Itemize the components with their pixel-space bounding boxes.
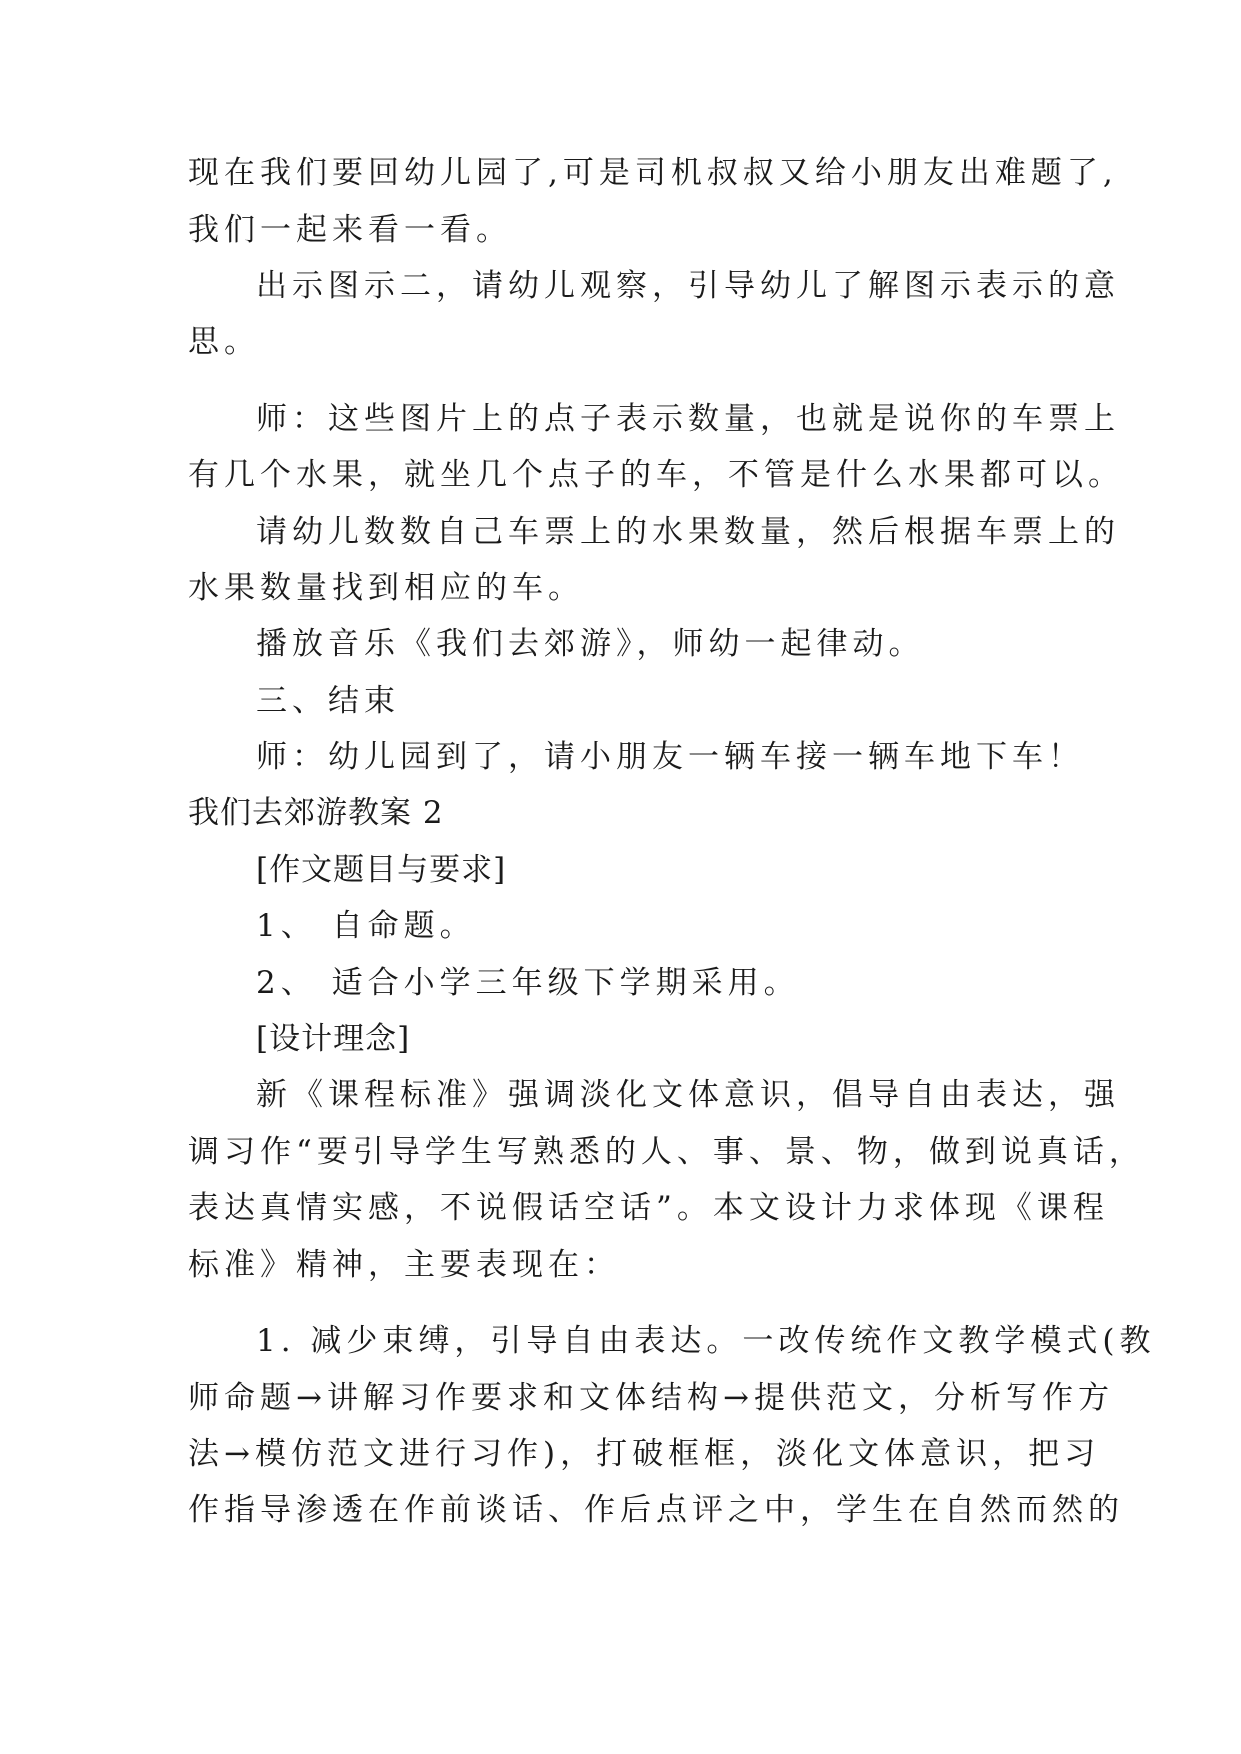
section-heading: 三、结束 xyxy=(256,683,400,719)
paragraph-line: 法→模仿范文进行习作)，打破框框，淡化文体意识，把习 xyxy=(188,1436,1101,1472)
paragraph-line: 出示图示二，请幼儿观察，引导幼儿了解图示表示的意 xyxy=(256,268,1120,304)
paragraph-line: 请幼儿数数自己车票上的水果数量，然后根据车票上的 xyxy=(256,514,1120,550)
paragraph-line: 新《课程标准》强调淡化文体意识，倡导自由表达，强 xyxy=(256,1077,1120,1113)
paragraph-line: 表达真情实感，不说假话空话”。本文设计力求体现《课程 xyxy=(188,1190,1109,1226)
list-item: 1、 自命题。 xyxy=(256,908,476,944)
paragraph-line: 水果数量找到相应的车。 xyxy=(188,570,584,606)
paragraph-line: 现在我们要回幼儿园了,可是司机叔叔又给小朋友出难题了, xyxy=(188,155,1118,191)
paragraph-line: 师命题→讲解习作要求和文体结构→提供范文，分析写作方 xyxy=(188,1380,1114,1416)
paragraph-line: 播放音乐《我们去郊游》，师幼一起律动。 xyxy=(256,626,925,662)
paragraph-line: 有几个水果，就坐几个点子的车，不管是什么水果都可以。 xyxy=(188,457,1124,493)
paragraph-line: 1. 减少束缚，引导自由表达。一改传统作文教学模式(教 xyxy=(256,1323,1156,1359)
list-item: 2、 适合小学三年级下学期采用。 xyxy=(256,965,800,1001)
paragraph-line: 我们一起来看一看。 xyxy=(188,212,512,248)
paragraph-line: 思。 xyxy=(188,324,260,360)
paragraph-line: 调习作“要引导学生写熟悉的人、事、景、物，做到说真话， xyxy=(188,1134,1145,1170)
section-heading: [作文题目与要求] xyxy=(256,852,507,888)
paragraph-line: 师：幼儿园到了，请小朋友一辆车接一辆车地下车！ xyxy=(256,739,1084,775)
paragraph-line: 师：这些图片上的点子表示数量，也就是说你的车票上 xyxy=(256,401,1120,437)
paragraph-line: 标准》精神，主要表现在： xyxy=(188,1247,620,1283)
section-heading: [设计理念] xyxy=(256,1021,411,1057)
section-title: 我们去郊游教案 2 xyxy=(188,795,444,831)
paragraph-line: 作指导渗透在作前谈话、作后点评之中，学生在自然而然的 xyxy=(188,1492,1124,1528)
